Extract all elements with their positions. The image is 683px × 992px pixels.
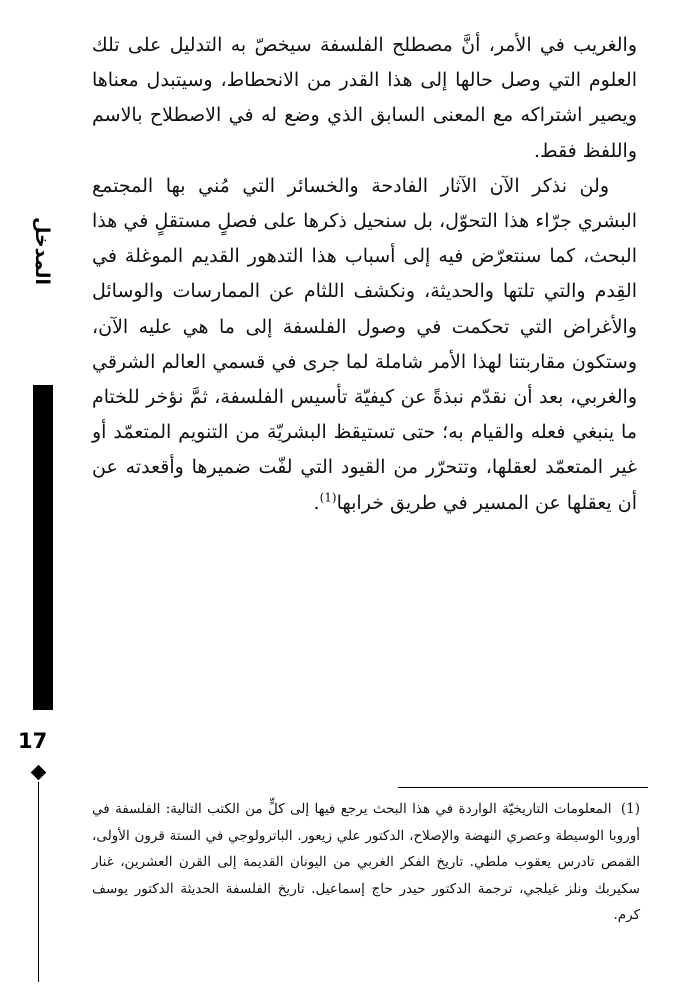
chapter-label: المدخل xyxy=(31,216,53,285)
paragraph-2-text: ولن نذكر الآن الآثار الفادحة والخسائر التي مُني بها المجتمع البشري جرّاء هذا التحوّل، بل سنحيل ذكرها على فصلٍ مستقلٍ في هذا البحث، كما سنتعرّض فيه إلى أسباب هذا التدهور القديم الموغلة في القِدم والتي تلتها والحديثة، ونكشف اللثام عن الممارسات والوسائل والأغراض التي تحكمت في وصول الفلسفة إلى ما هي عليه الآن، وستكون مقاربتنا لهذا الأمر شاملة لما جرى في قسمي العالم الشرقي والغربي، بعد أن نقدّم نبذةً عن كيفيّة تأسيس الفلسفة، ثمَّ نؤخر للختام ما ينبغي فعله والقيام به؛ حتى تستيقظ البشريّة من التنويم المتعمّد أو غير المتعمّد لعقلها، وتتحرّر من القيود التي لفّت ضميرها وأقعدته عن أن يعقلها عن المسير في طريق خرابها xyxy=(92,174,637,514)
footnote-text: المعلومات التاريخيّة الواردة في هذا البحث يرجع فيها إلى كلٍّ من الكتب التالية: الفلسفة في أوروبا الوسيطة وعصري النهضة والإصلاح، الدكتور علي زيعور. الباترولوجي في الستة قرون الأولى، القمص تادرس يعقوب ملطي. تاريخ الفكر الغربي من اليونان القديمة إلى القرن العشرين، غنار سكيربك ونلز غيلجي، ترجمة الدكتور حيدر حاج إسماعيل. تاريخ الفلسفة الحديثة الدكتور يوسف كرم. xyxy=(92,801,640,923)
paragraph-2-end: . xyxy=(313,491,320,514)
footnote xyxy=(92,796,640,929)
paragraph-2 xyxy=(92,169,637,521)
body-text xyxy=(92,28,637,521)
footnote-number: (1) xyxy=(620,801,640,817)
diamond-ornament-icon xyxy=(31,765,47,781)
paragraph-1: والغريب في الأمر، أنَّ مصطلح الفلسفة سيخصّ به التدليل على تلك العلوم التي وصل حالها إلى هذا القدر من الانحطاط، وسيتبدل معناها ويصير اشتراكه مع المعنى السابق الذي وضع له في الاصطلاح بالاسم واللفظ فقط. xyxy=(92,34,637,162)
page-number: 17 xyxy=(18,729,48,753)
footnote-separator xyxy=(398,787,648,788)
margin-rule xyxy=(38,782,39,982)
margin-bar xyxy=(33,385,53,710)
footnote-reference[interactable]: (1) xyxy=(319,490,337,505)
